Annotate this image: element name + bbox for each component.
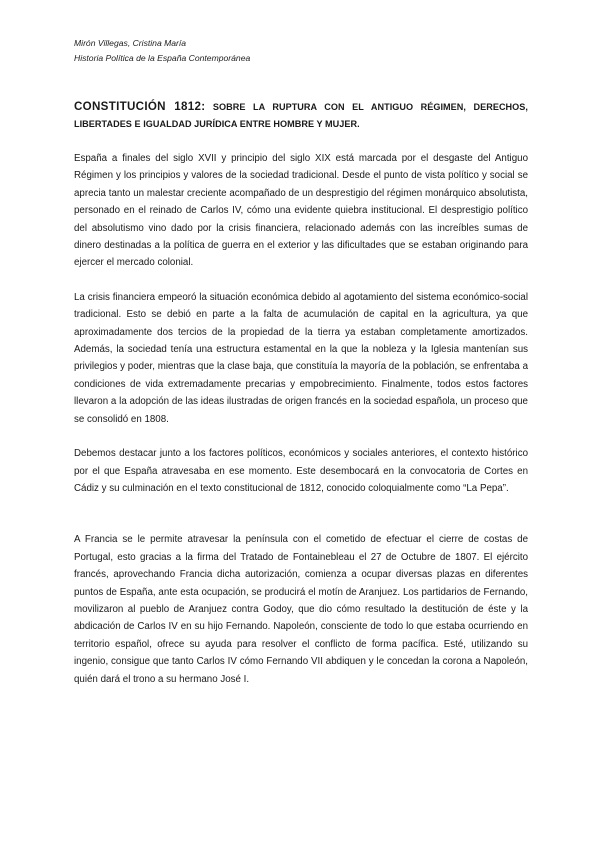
document-title bbox=[74, 98, 528, 133]
title-rest: SOBRE LA RUPTURA CON EL ANTIGUO RÉGIMEN, DERECHOS, LIBERTADES E IGUALDAD JURÍDICA ENTRE HOMBRE Y MUJER. bbox=[74, 102, 528, 129]
paragraph-1: España a finales del siglo XVII y principio del siglo XIX está marcada por el desgaste del Antiguo Régimen y los principios y valores de la sociedad tradicional. Desde el punto de vista político y social se aprecia tanto un malestar creciente acompañado de un desprestigio del régimen monárquico absolutista, personado en el reinado de Carlos IV, cómo una evidente quiebra institucional. El desprestigio político del absolutismo vino dado por la crisis financiera, relacionado además con las increíbles sumas de dinero destinadas a la política de guerra en el exterior y las dificultades que se estaban originando para ejercer el mercado colonial. bbox=[74, 153, 528, 269]
document-header bbox=[74, 36, 528, 66]
document-body bbox=[74, 150, 528, 688]
paragraph-4: A Francia se le permite atravesar la península con el cometido de efectuar el cierre de costas de Portugal, esto gracias a la firma del Tratado de Fontainebleau el 27 de Octubre de 1807. El ejército francés, aprovechando Francia dicha autorización, comienza a ocupar diversas plazas en diferentes puntos de España, ante esta ocupación, se producirá el motín de Aranjuez. Los partidarios de Fernando, movilizaron al pueblo de Aranjuez contra Godoy, que dio cómo resultado la destitución de éste y la abdicación de Carlos IV en su hijo Fernando. Napoleón, consciente de todo lo que estaba ocurriendo en territorio español, ofrece su ayuda para resolver el conflicto de forma pacífica. Esté, utilizando su ingenio, consigue que tanto Carlos IV cómo Fernando VII abdiquen y le concedan la corona a Napoleón, quién dará el trono a su hermano José I. bbox=[74, 534, 528, 685]
paragraph-3: Debemos destacar junto a los factores políticos, económicos y sociales anteriores, el contexto histórico por el que España atravesaba en ese momento. Este desembocará en la convocatoria de Cortes en Cádiz y su culminación en el texto constitucional de 1812, conocido coloquialmente como “La Pepa”. bbox=[74, 448, 528, 494]
author-name: Mirón Villegas, Cristina María bbox=[74, 38, 187, 48]
course-subject: Historia Política de la España Contemporánea bbox=[74, 53, 251, 63]
title-lead: CONSTITUCIÓN 1812: bbox=[74, 100, 206, 113]
paragraph-2: La crisis financiera empeoró la situación económica debido al agotamiento del sistema económico-social tradicional. Esto se debió en parte a la falta de acumulación de capital en la agricultura, ya que aproximadamente dos tercios de la propiedad de la tierra ya estaban completamente amortizados. Además, la sociedad tenía una estructura estamental en la que la nobleza y la Iglesia mantenían sus privilegios y poder, mientras que la clase baja, que constituía la mayoría de la población, se enfrentaba a condiciones de vida extremadamente precarias y empobrecimiento. Finalmente, todos estos factores llevaron a la adopción de las ideas ilustradas de origen francés en la sociedad española, un proceso que se consolidó en 1808. bbox=[74, 291, 528, 425]
